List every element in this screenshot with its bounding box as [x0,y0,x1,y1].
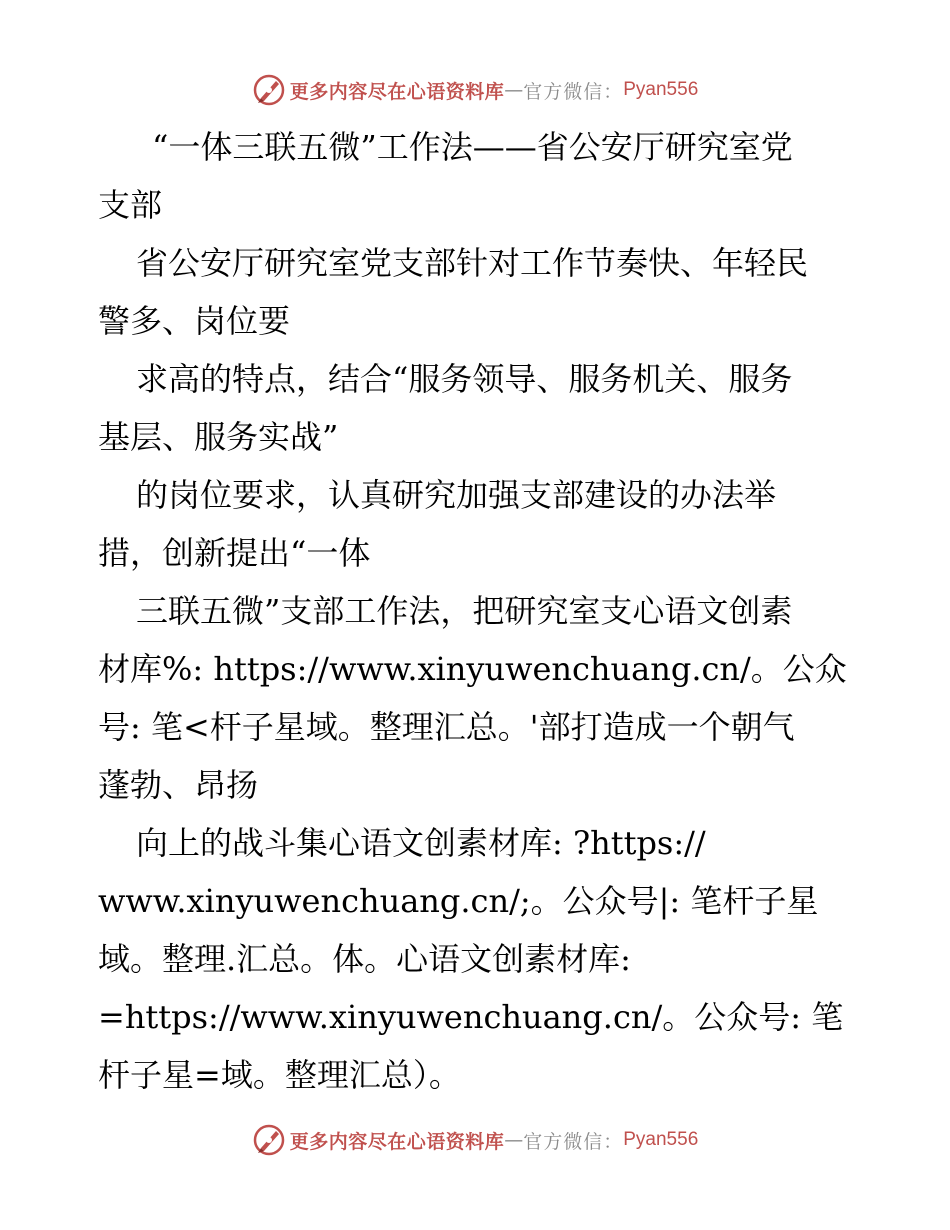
quill-pen-logo-icon [252,73,286,107]
paragraph-line: 向上的战斗集心语文创素材库: ?https:// [136,824,706,862]
banner-wechat-label: 官方微信： [523,80,624,103]
paragraph-line: 域。整理.汇总。体。心语文创素材库: [98,940,631,978]
document-title-line-2: 支部 [98,186,163,224]
paragraph-line: 警多、岗位要 [98,302,291,340]
paragraph-line: 基层、服务实战” [98,418,339,456]
document-title-line-1: “一体三联五微”工作法——省公安厅研究室党 [152,128,793,166]
banner-content [252,73,699,107]
banner-wechat-id: Pyan556 [623,1129,699,1150]
paragraph-line: 求高的特点，结合“服务领导、服务机关、服务 [136,360,793,398]
header-banner [0,72,950,108]
banner-wechat-id: Pyan556 [623,79,699,100]
banner-dash: — [504,79,524,101]
banner-title: 更多内容尽在心语资料库 [289,1130,505,1153]
paragraph-line: 蓬勃、昂扬 [98,766,259,804]
quill-pen-logo-icon [252,1123,286,1157]
paragraph-line: 材库%: https://www.xinyuwenchuang.cn/。公众 [98,650,847,688]
paragraph-line: 三联五微”支部工作法，把研究室支心语文创素 [136,592,793,630]
paragraph-line: 的岗位要求，认真研究加强支部建设的办法举 [136,476,777,514]
paragraph-line: 措，创新提出“一体 [98,534,371,572]
paragraph-line: 省公安厅研究室党支部针对工作节奏快、年轻民 [136,244,809,282]
banner-dash: — [504,1129,524,1151]
paragraph-line: 杆子星=域。整理汇总）。 [98,1056,461,1094]
paragraph-line: www.xinyuwenchuang.cn/;。公众号|: 笔杆子星 [98,882,819,920]
banner-wechat-label: 官方微信： [523,1130,624,1153]
banner-title: 更多内容尽在心语资料库 [289,80,505,103]
footer-banner [0,1122,950,1158]
paragraph-line: 号: 笔<杆子星域。整理汇总。'部打造成一个朝气 [98,708,795,746]
paragraph-line: =https://www.xinyuwenchuang.cn/。公众号: 笔 [98,998,844,1036]
document-body [98,118,858,1104]
banner-content [252,1123,699,1157]
